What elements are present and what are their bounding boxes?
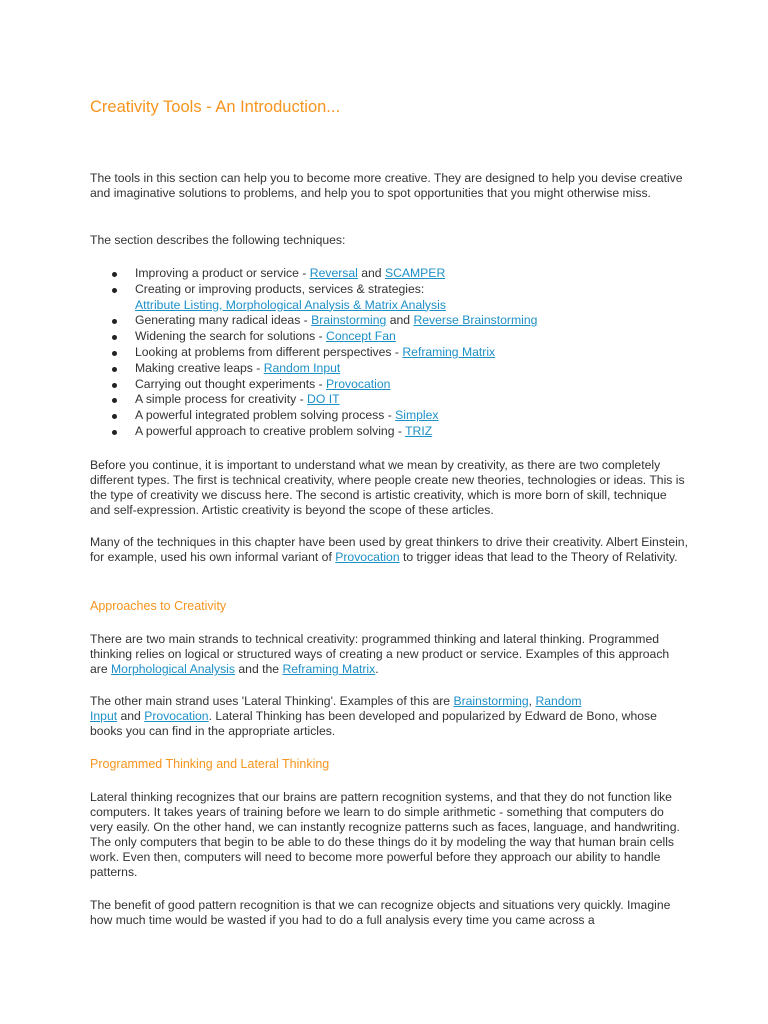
list-item: A simple process for creativity - DO IT	[90, 392, 690, 408]
list-item: Looking at problems from different perspectives - Reframing Matrix	[90, 345, 690, 361]
link-attribute-listing[interactable]: Attribute Listing, Morphological Analysis & Matrix Analysis	[135, 297, 446, 312]
bullet-icon	[112, 398, 117, 403]
bullet-icon	[112, 319, 117, 324]
bullet-icon	[112, 430, 117, 435]
bullet-icon	[112, 367, 117, 372]
list-item: Making creative leaps - Random Input	[90, 361, 690, 377]
bullet-icon	[112, 335, 117, 340]
link-provocation-lateral[interactable]: Provocation	[144, 709, 209, 723]
page-title: Creativity Tools - An Introduction...	[90, 98, 341, 116]
link-reverse-brainstorming[interactable]: Reverse Brainstorming	[413, 313, 538, 328]
link-reframing-matrix[interactable]: Reframing Matrix	[402, 344, 496, 359]
section-heading-programmed: Programmed Thinking and Lateral Thinking	[90, 757, 330, 771]
section-heading-approaches: Approaches to Creativity	[90, 599, 227, 613]
einstein-paragraph: Many of the techniques in this chapter have been used by great thinkers to drive their creativity. Albert Einstein, for example, used his own informal variant of Provocation to trigger ideas that lead to the Theory of Relativity.	[90, 535, 688, 564]
bullet-icon	[112, 414, 117, 419]
link-do-it[interactable]: DO IT	[307, 392, 340, 407]
creativity-types-paragraph: Before you continue, it is important to understand what we mean by creativity, as there are two completely different types. The first is technical creativity, where people create new theories, technologies or ideas. This is the type of creativity we discuss here. The second is artistic creativity, which is more born of skill, technique and self-expression. Artistic creativity is beyond the scope of these articles.	[90, 458, 685, 517]
link-concept-fan[interactable]: Concept Fan	[326, 329, 396, 344]
list-item: Generating many radical ideas - Brainstorming and Reverse Brainstorming	[90, 313, 690, 329]
list-item: A powerful approach to creative problem solving - TRIZ	[90, 424, 690, 440]
link-triz[interactable]: TRIZ	[405, 423, 433, 438]
link-random-input[interactable]: Random Input	[263, 360, 341, 375]
bullet-icon	[112, 288, 117, 293]
link-random-input-inline[interactable]: Random Input	[90, 694, 582, 723]
link-morphological-analysis[interactable]: Morphological Analysis	[111, 662, 235, 676]
link-reframing-matrix-inline[interactable]: Reframing Matrix	[282, 662, 376, 676]
bullet-icon	[112, 272, 117, 277]
link-scamper[interactable]: SCAMPER	[384, 266, 446, 280]
link-provocation-inline[interactable]: Provocation	[335, 550, 400, 564]
pattern-recognition-paragraph: Lateral thinking recognizes that our brains are pattern recognition systems, and that they do not function like computers. It takes years of training before we learn to do simple arithmetic - something that computers do very easily. On the other hand, we can instantly recognize patterns such as faces, language, and handwriting. The only computers that begin to be able to do these things do it by modeling the way that human brain cells work. Even then, computers will need to become more powerful before they approach our ability to handle patterns.	[90, 790, 680, 879]
link-simplex[interactable]: Simplex	[395, 408, 439, 423]
intro-paragraph: The tools in this section can help you to become more creative. They are designed to help you devise creative and imaginative solutions to problems, and help you to spot opportunities that you might otherwise miss.	[90, 171, 683, 200]
bullet-icon	[112, 351, 117, 356]
link-brainstorming[interactable]: Brainstorming	[311, 313, 387, 328]
strands-paragraph: There are two main strands to technical creativity: programmed thinking and lateral thinking. Programmed thinking relies on logical or structured ways of creating a new product or service. Examples of this approach are Morphological Analysis and the Reframing Matrix.	[90, 632, 670, 676]
list-item: Improving a product or service - Reversal and SCAMPER	[90, 266, 690, 282]
list-item: Widening the search for solutions - Concept Fan	[90, 329, 690, 345]
list-item: Carrying out thought experiments - Provocation	[90, 377, 690, 393]
bullet-icon	[112, 383, 117, 388]
list-item: Creating or improving products, services & strategies: Attribute Listing, Morphological Analysis & Matrix Analysis	[90, 282, 690, 314]
lateral-thinking-paragraph: The other main strand uses 'Lateral Thinking'. Examples of this are Brainstorming, Random Input and Provocation. Lateral Thinking has been developed and popularized by Edward de Bono, whose books you can find in the appropriate articles.	[90, 694, 657, 738]
link-reversal[interactable]: Reversal	[309, 266, 358, 280]
techniques-intro: The section describes the following techniques:	[90, 233, 346, 247]
benefit-paragraph: The benefit of good pattern recognition is that we can recognize objects and situations very quickly. Imagine how much time would be wasted if you had to do a full analysis every time you came across a	[90, 898, 671, 927]
link-brainstorming-inline[interactable]: Brainstorming	[453, 694, 529, 708]
techniques-list	[90, 266, 690, 440]
list-item: A powerful integrated problem solving process - Simplex	[90, 408, 690, 424]
link-provocation[interactable]: Provocation	[326, 376, 391, 391]
